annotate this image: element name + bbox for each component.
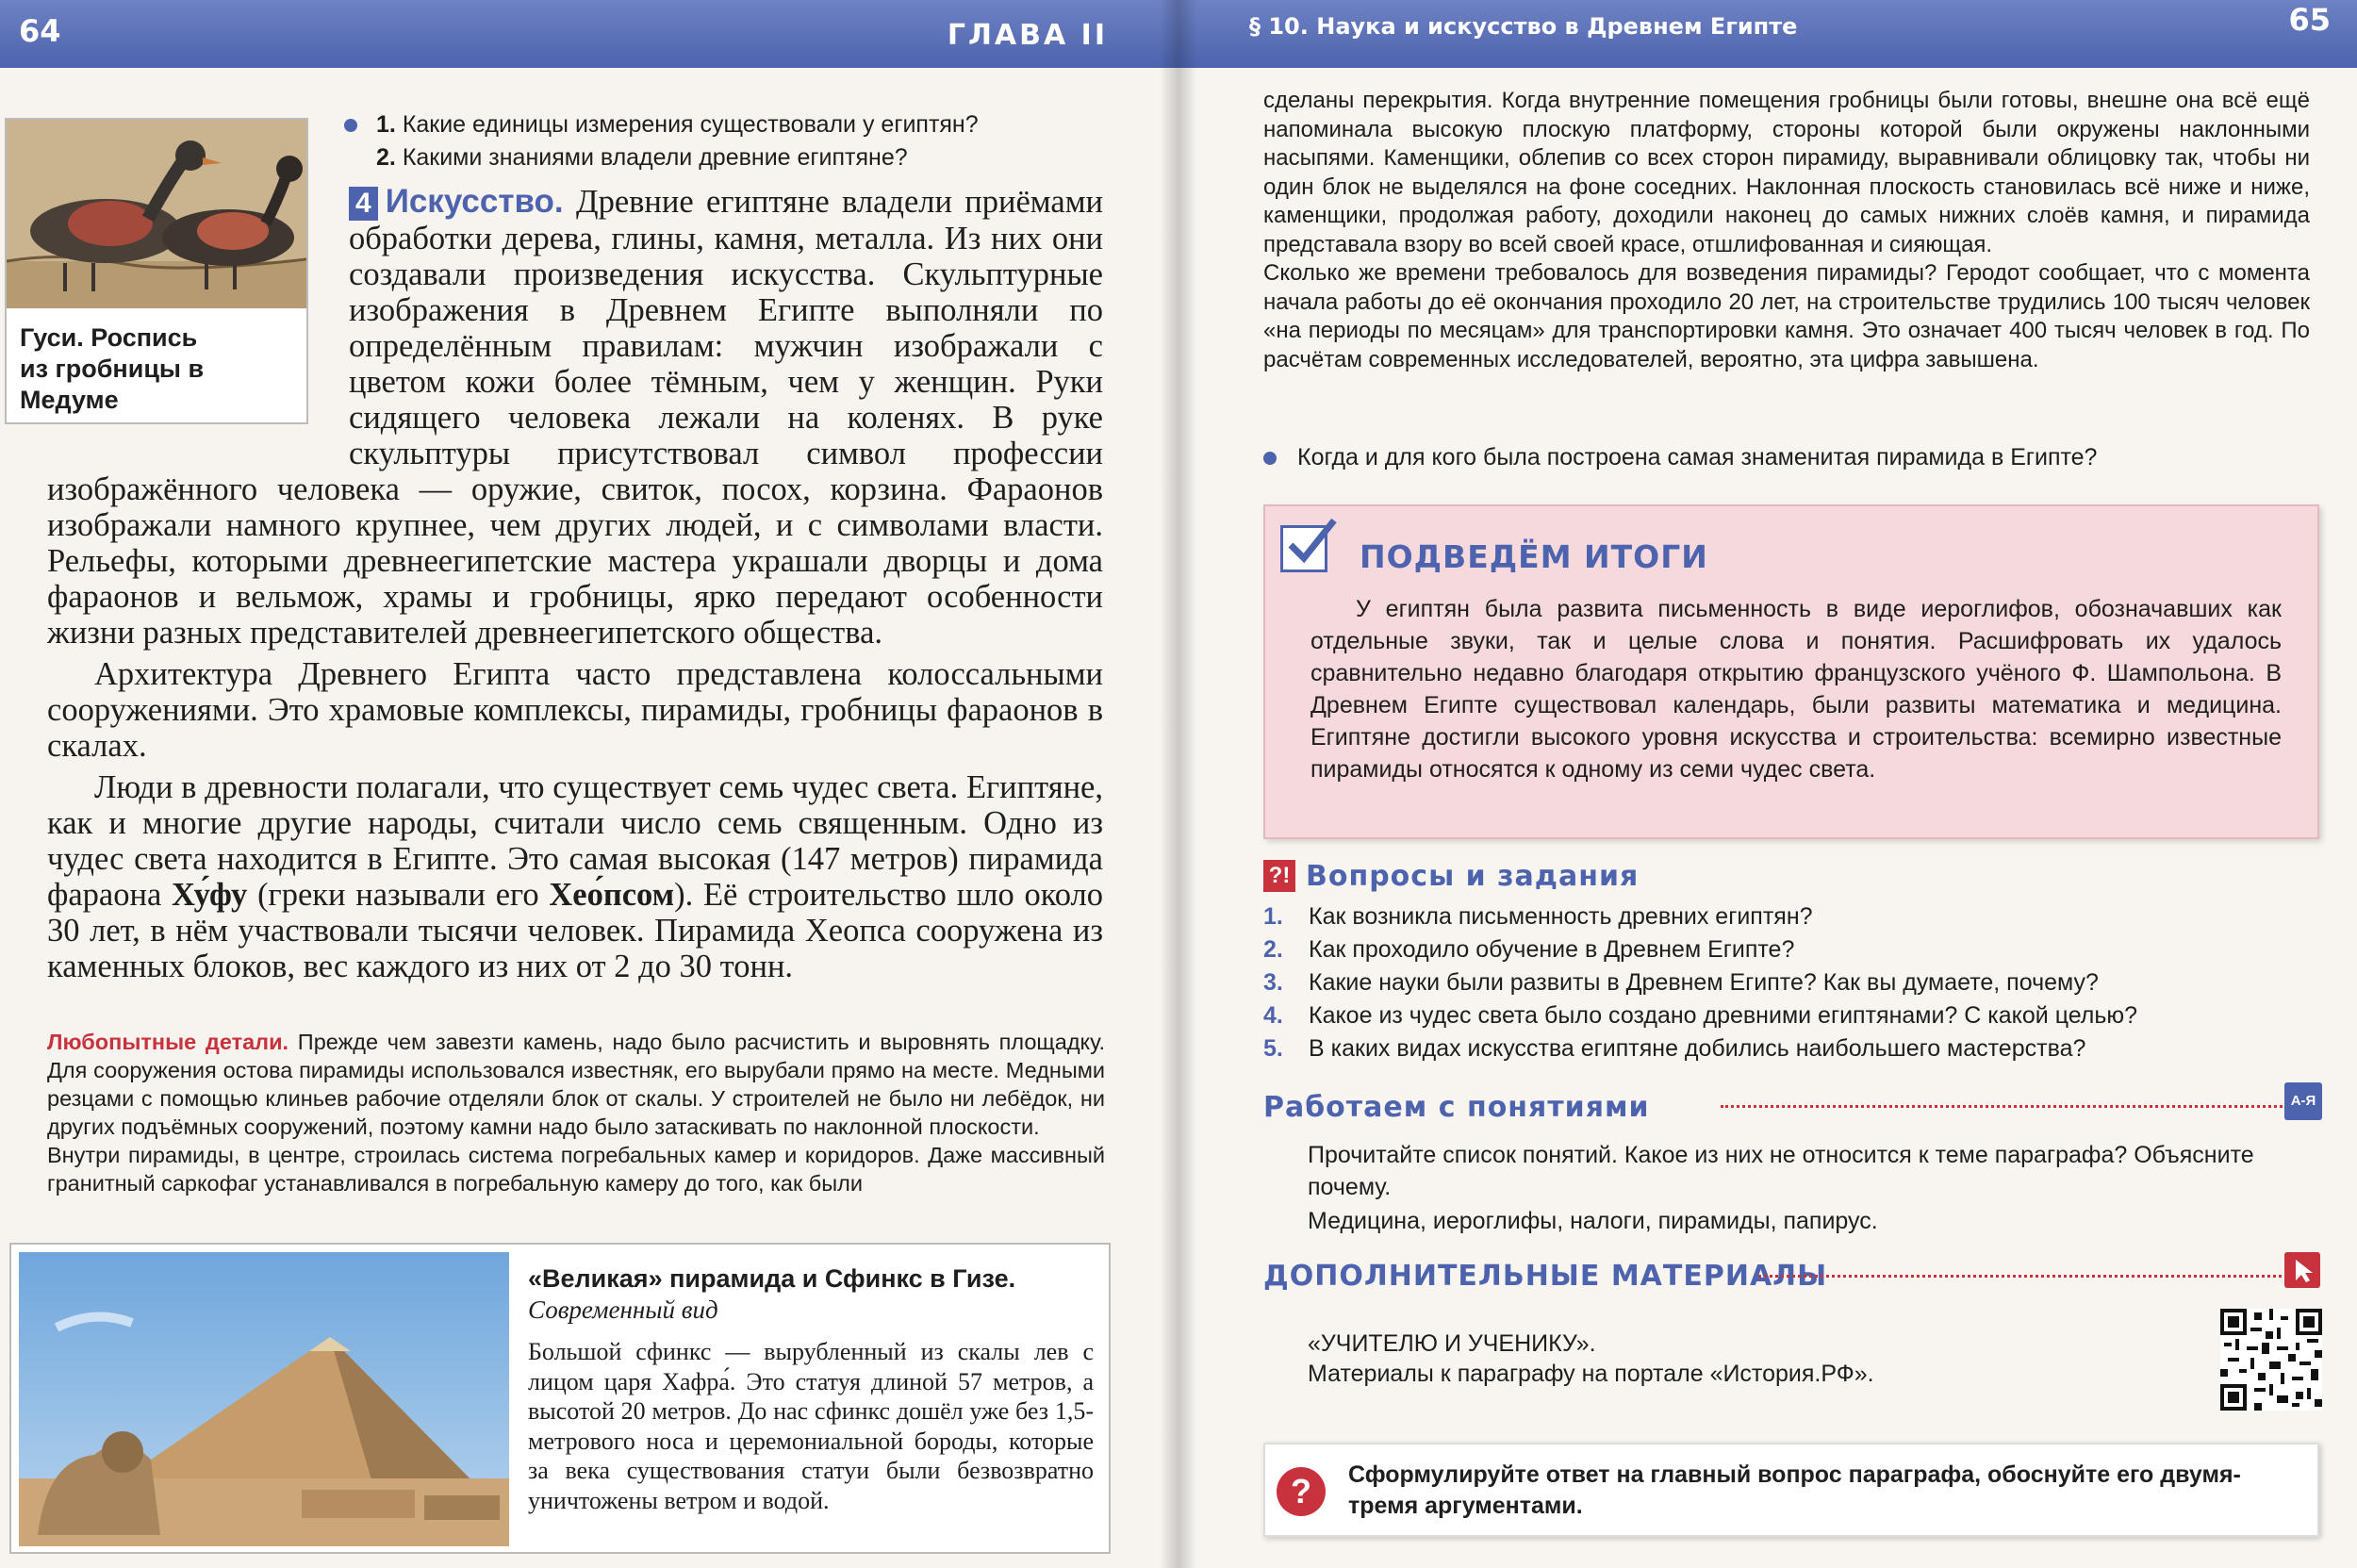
- question-item: [1263, 999, 2310, 1032]
- questions-title: Вопросы и задания: [1306, 860, 1640, 893]
- extra-line-1: «УЧИТЕЛЮ И УЧЕНИКУ».: [1308, 1330, 1596, 1357]
- continued-text: [1263, 87, 2310, 374]
- left-header-band: [0, 0, 1174, 68]
- question-number: 5.: [1263, 1035, 1283, 1062]
- qr-code-icon[interactable]: [2220, 1309, 2322, 1411]
- questions-list: [1263, 900, 2310, 1065]
- question-text: Как проходило обучение в Древнем Египте?: [1309, 936, 1795, 963]
- dictionary-icon: А-Я: [2284, 1082, 2322, 1120]
- intro-questions: [344, 108, 1108, 174]
- wonders-paragraph: [47, 769, 1103, 984]
- geese-caption: Гуси. Роспись из гробницы в Медуме: [20, 323, 205, 414]
- question-text: Какими знаниями владели древние египтяне?: [402, 144, 908, 171]
- herodotus-paragraph: Сколько же времени требовалось для возведения пирамиды? Геродот сообщает, что с момента начала работы до её окончания проходило 20 лет, на строительстве трудились 100 тысяч человек «на периоды по месяцам» для транспортировки камня. Это означает 400 тысяч человек в год. По расчётам современных исследователей, вероятно, эта цифра завышена.: [1263, 260, 2310, 372]
- concepts-dotted-line: [1721, 1105, 2310, 1108]
- section-number-badge: 4: [349, 187, 378, 221]
- extra-title: ДОПОЛНИТЕЛЬНЫЕ МАТЕРИАЛЫ: [1263, 1260, 1828, 1293]
- left-page-number: 64: [19, 13, 61, 49]
- pyramid-sphinx-photo: [19, 1252, 509, 1546]
- right-header-band: [1174, 0, 2357, 68]
- wonders-text-a: Люди в древности полагали, что существует семь чудес света. Египтяне, как и многие другие народы, считали число семь священным. Одно из чудес света находится в Египте. Это самая высокая (147 метров) пирамида фараона: [47, 769, 1103, 913]
- question-text: В каких видах искусства египтяне добились наибольшего мастерства?: [1309, 1035, 2086, 1062]
- curious-details: [47, 1028, 1105, 1197]
- question-mark-icon: ?: [1277, 1467, 1326, 1516]
- chapter-title: ГЛАВА II: [947, 19, 1108, 52]
- question-item: [1263, 966, 2310, 999]
- art-paragraph: Древние египтяне владели приёмами обработки дерева, глины, камня, металла. Из них они создавали произведения искусства. Скульптурные изображения в Древнем Египте выполняли по определённым правилам: мужчин изображали с цветом кожи более тёмным, чем у женщин. Руки сидящего человека лежали на коленях. В руке скульптуры присутствовал символ профессии изображённого человека — оружие, свиток, посох, корзина. Фараонов изображали намного крупнее, чем других людей, и с символами власти. Рельефы, которыми древнеегипетские мастера украшали дворцы и дома фараонов и вельмож, храмы и гробницы, ярко передают особенности жизни разных представителей древнеегипетского общества.: [47, 184, 1104, 651]
- khufu-name: Ху́фу: [172, 877, 248, 913]
- questions-icon: ?!: [1263, 860, 1295, 892]
- question-number: 1.: [1263, 903, 1283, 930]
- summary-text: У египтян была развита письменность в виде иероглифов, обозначавших как отдельные звуки, так и целые слова и понятия. Расшифровать их удалось сравнительно недавно благодаря открытию французского учёного Ф. Шампольона. В Древнем Египте существовал календарь, были развиты математика и медицина. Египтяне достигли высокого уровня искусства и строительства: всемирно известные пирамиды относятся к одному из семи чудес света.: [1310, 596, 2282, 783]
- summary-box: [1263, 504, 2319, 839]
- cursor-icon: [2284, 1252, 2320, 1288]
- pyramid-caption-title: «Великая» пирамида и Сфинкс в Гизе.: [528, 1264, 1016, 1293]
- question-item: [1263, 1032, 2310, 1065]
- checkmark-icon: [1280, 525, 1327, 572]
- question-text: Какие единицы измерения существовали у египтян?: [402, 111, 979, 138]
- pyramid-caption-subtitle: Современный вид: [528, 1296, 718, 1324]
- question-text: Какие науки были развиты в Древнем Египте? Как вы думаете, почему?: [1309, 969, 2099, 996]
- paragraph-header: § 10. Наука и искусство в Древнем Египте: [1249, 13, 1798, 40]
- wonders-text-b: (греки называли его: [257, 877, 539, 913]
- right-page: [1174, 0, 2357, 1568]
- wonders-text-c: ). Её строительство шло около 30 лет, в нём участвовали тысячи человек. Пирамида Хеопса сооружена из каменных блоков, вес каждого из них от 2 до 30 тонн.: [47, 877, 1104, 984]
- pyramid-question-text: Когда и для кого была построена самая знаменитая пирамида в Египте?: [1297, 444, 2098, 470]
- question-text: Как возникла письменность древних египтян?: [1309, 903, 1813, 930]
- details-label: Любопытные детали.: [47, 1030, 289, 1054]
- concepts-list: Медицина, иероглифы, налоги, пирамиды, папирус.: [1308, 1208, 1878, 1234]
- pyramid-caption: [528, 1263, 1094, 1515]
- question-item: [1263, 900, 2310, 933]
- question-item: [344, 141, 1108, 174]
- question-number: 1.: [376, 111, 396, 138]
- concepts-text: Прочитайте список понятий. Какое из них не относится к теме параграфа? Объясните почему.: [1308, 1142, 2254, 1200]
- question-item: [1263, 933, 2310, 966]
- architecture-paragraph: Архитектура Древнего Египта часто представлена колоссальными сооружениями. Это храмовые комплексы, пирамиды, гробницы фараонов в скалах.: [47, 656, 1103, 764]
- pyramid-question: [1263, 441, 2310, 473]
- final-question-box: [1263, 1443, 2319, 1537]
- pyramid-figure: [9, 1243, 1111, 1554]
- float-spacer: [47, 184, 349, 462]
- details-text: Прежде чем завезти камень, надо было расчистить и выровнять площадку. Для сооружения остова пирамиды использовался известняк, его вырубали прямо на месте. Медными резцами с помощью клиньев рабочие отделяли блок от скалы. У строителей не было ни лебёдок, ни других подъёмных сооружений, поэтому камни надо было затаскивать по наклонной плоскости.: [47, 1030, 1106, 1139]
- question-item: [344, 108, 1108, 141]
- question-number: 2.: [1263, 936, 1283, 963]
- extra-line-2: Материалы к параграфу на портале «История.РФ».: [1308, 1361, 1874, 1387]
- section-title: Искусство.: [385, 183, 564, 220]
- question-number: 4.: [1263, 1002, 1283, 1029]
- art-section: [47, 184, 1103, 984]
- extra-dotted-line: [1758, 1275, 2310, 1278]
- question-number: 2.: [376, 144, 396, 171]
- bullet-icon: [344, 119, 357, 132]
- pyramid-caption-text: Большой сфинкс — вырубленный из скалы лев с лицом царя Хафра́. Это статуя длиной 57 метров, а высотой 20 метров. До нас сфинкс дошёл уже без 1,5-метрового носа и церемониальной бороды, которые за века существования статуи были безвозвратно уничтожены ветром и водой.: [528, 1338, 1094, 1514]
- concepts-title: Работаем с понятиями: [1263, 1091, 1650, 1124]
- continued-paragraph: сделаны перекрытия. Когда внутренние помещения гробницы были готовы, внешне она всё ещё напоминала высокую плоскую платформу, стороны которой были окружены наклонными насыпями. Каменщики, облепив со всех сторон пирамиду, выравнивали облицовку так, чтобы ни один блок не выделялся на фоне соседних. Наклонная плоскость становилась всё ниже и ниже, каменщики, продолжая работу, доходили наконец до самых нижних слоёв камня, и пирамида представала взору во всей своей красе, отшлифованная и сияющая.: [1263, 88, 2310, 257]
- summary-title: ПОДВЕДЁМ ИТОГИ: [1360, 538, 1708, 575]
- book-gutter: [1160, 0, 1197, 1568]
- question-text: Какое из чудес света было создано древними египтянами? С какой целью?: [1309, 1002, 2138, 1029]
- cheops-name: Хео́псом: [549, 877, 675, 913]
- bullet-icon: [1263, 452, 1277, 465]
- final-question-text: Сформулируйте ответ на главный вопрос параграфа, обоснуйте его двумя-тремя аргументами.: [1348, 1461, 2241, 1519]
- question-number: 3.: [1263, 969, 1283, 996]
- right-page-number: 65: [2288, 2, 2331, 38]
- details-text-2: Внутри пирамиды, в центре, строилась система погребальных камер и коридоров. Даже массивный гранитный саркофаг устанавливался в погребальную камеру до того, как были: [47, 1143, 1105, 1196]
- left-page: [0, 0, 1174, 1568]
